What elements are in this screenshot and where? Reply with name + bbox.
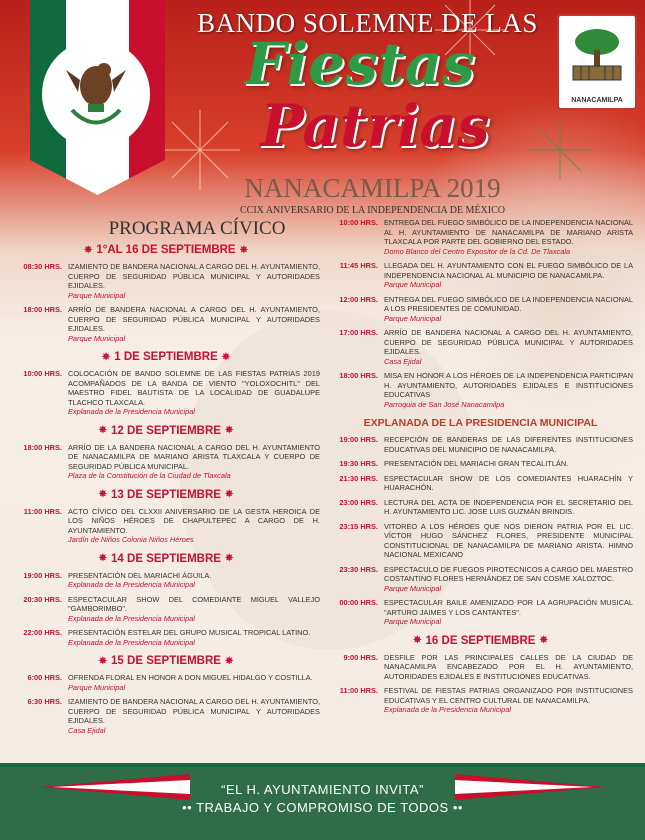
mexican-coat-of-arms-icon	[42, 40, 150, 148]
event-place: Casa Ejidal	[384, 356, 422, 366]
sun-ornament-icon: ✵	[224, 489, 234, 500]
event-text: PRESENTACIÓN ESTELAR DEL GRUPO MUSICAL TROPICAL LATINO.	[68, 628, 311, 637]
event-text: ARRÍO DE BANDERA NACIONAL A CARGO DEL H. AYUNTAMIENTO, CUERPO DE SEGURIDAD PÚBLICA MUNICIPAL Y AUTORIDADES EJIDALES.	[384, 328, 633, 356]
event-text: ESPECTACULAR BAILE AMENIZADO POR LA AGRUPACIÓN MUSICAL "ARTURO JAIMES Y LOS CANTANTES".	[384, 598, 633, 617]
event-place: Casa Ejidal	[68, 725, 106, 735]
date-header	[12, 551, 320, 567]
event-place: Plaza de la Constitución de la Ciudad de Tlaxcala	[68, 471, 231, 480]
event-time: 6:30 HRS.	[27, 697, 62, 706]
date-title: 12 DE SEPTIEMBRE	[111, 424, 221, 437]
sun-ornament-icon: ✵	[224, 655, 234, 667]
event-place: Parque Municipal	[384, 617, 442, 626]
event-place: Parque Municipal	[68, 290, 126, 300]
event-item	[328, 218, 633, 256]
sun-ornament-icon: ✵	[98, 655, 108, 667]
event-time: 10:00 HRS.	[339, 218, 378, 227]
event-item	[328, 328, 633, 366]
event-item	[12, 628, 320, 647]
event-text: VITOREO A LOS HÉROES QUE NOS DIERON PATRIA POR EL LIC. VÍCTOR HUGO SÁNCHEZ FLORES, PRESIDENTE MUNICIPAL CONSTITUCIONAL DE NANACAMILPA DE MARIANO ARISTA. HIMNO NACIONAL MEXICANO	[384, 521, 633, 559]
event-time: 11:00 HRS.	[339, 686, 378, 695]
event-time: 18:00 HRS.	[339, 371, 378, 380]
event-item	[12, 507, 320, 545]
event-item	[12, 571, 320, 590]
municipality-logo	[557, 14, 637, 110]
event-text: PRESENTACIÓN DEL MARIACHI GRAN TECALITLÁN.	[384, 459, 569, 468]
title-municipio: NANACAMILPA 2019	[244, 173, 501, 203]
date-header	[12, 242, 320, 258]
event-time: 6:00 HRS.	[27, 673, 62, 682]
date-title: 1 DE SEPTIEMBRE	[114, 351, 218, 363]
event-time: 9:00 HRS.	[343, 652, 378, 662]
event-time: 18:00 HRS.	[23, 305, 62, 314]
event-time: 19:00 HRS.	[339, 435, 378, 444]
event-text: IZAMIENTO DE BANDERA NACIONAL A CARGO DEL H. AYUNTAMIENTO, CUERPO DE SEGURIDAD PÚBLICA MUNICIPAL Y AUTORIDADES EJIDALES.	[68, 697, 320, 725]
event-item	[328, 261, 633, 290]
event-text: ESPECTACULO DE FUEGOS PIROTECNICOS A CARGO DEL MAESTRO COSTANTINO FLORES HERNÁNDEZ DE SAN COSME XALOZTOC.	[384, 564, 633, 583]
event-time: 00:00 HRS.	[339, 598, 378, 607]
event-item	[12, 443, 320, 481]
event-text: ACTO CÍVICO DEL CLXXII ANIVERSARIO DE LA GESTA HEROICA DE LOS NIÑOS HÉROES DE CHAPULTEPEC A CARGO DE H. AYUNTAMIENTO.	[68, 506, 320, 535]
event-item	[328, 686, 633, 715]
event-text: ENTREGA DEL FUEGO SIMBÓLICO DE LA INDEPENDENCIA NACIONAL AL H. AYUNTAMIENTO DE NANACAMILPA DE MARIANO ARISTA TLAXCALA POR PARTE DEL GOBIERNO DEL ESTADO.	[384, 218, 633, 246]
date-header	[12, 487, 320, 503]
date-title: 15 DE SEPTIEMBRE	[111, 655, 221, 667]
event-time: 11:00 HRS.	[23, 506, 62, 516]
event-text: ESPECTACULAR SHOW DEL COMEDIANTE MIGUEL VALLEJO "GAMBORIMBO".	[68, 594, 320, 613]
event-text: PRESENTACIÓN DEL MARIACHI ÁGUILA.	[68, 570, 212, 580]
event-item	[328, 498, 633, 517]
footer-invite: “EL H. AYUNTAMIENTO INVITA”	[221, 782, 424, 797]
event-text: IZAMIENTO DE BANDERA NACIONAL A CARGO DEL H. AYUNTAMIENTO, CUERPO DE SEGURIDAD PÚBLICA MUNICIPAL Y AUTORIDADES EJIDALES.	[68, 262, 320, 290]
event-time: 23:15 HRS.	[339, 521, 378, 531]
event-time: 22:00 HRS.	[23, 628, 62, 637]
event-time: 12:00 HRS.	[339, 294, 378, 304]
date-header	[12, 349, 320, 365]
sun-ornament-icon: ✵	[221, 351, 231, 363]
programa-title: PROGRAMA CÍVICO	[108, 218, 286, 239]
subtitle-aniversario: CCIX ANIVERSARIO DE LA INDEPENDENCIA DE MÉXICO	[240, 205, 505, 216]
event-text: LLEGADA DEL H. AYUNTAMIENTO CON EL FUEGO SIMBÓLICO DE LA INDEPENDENCIA NACIONAL AL MUNICIPIO DE NANACAMILPA.	[384, 261, 633, 280]
event-time: 20:30 HRS.	[23, 594, 62, 604]
schedule-right-column	[328, 218, 633, 720]
sun-ornament-icon: ✵	[83, 244, 93, 256]
event-text: DESFILE POR LAS PRINCIPALES CALLES DE LA CIUDAD DE NANACAMILPA ENCABEZADO POR EL H. AYUNTAMIENTO, AUTORIDADES EJIDALES E INSTITUCIONES EDUCATIVAS.	[384, 652, 633, 681]
event-item	[12, 369, 320, 417]
event-text: COLOCACIÓN DE BANDO SOLEMNE DE LAS FIESTAS PATRIAS 2019 ACOMPAÑADOS DE LA BANDA DE VIENTO "YOLOXOCHITL" DEL MAESTRO FIDEL BAUTISTA DE LA LOCALIDAD DE GUADALUPE TLACHCO TLAXCALA.	[68, 369, 320, 407]
tree-icon	[559, 16, 635, 92]
event-text: ESPECTACULAR SHOW DE LOS COMEDIANTES HUARACHÍN Y HUARACHÓN.	[384, 473, 633, 492]
event-time: 19:30 HRS.	[339, 459, 378, 468]
event-text: FESTIVAL DE FIESTAS PATRIAS ORGANIZADO POR INSTITUCIONES EDUCATIVAS Y EL CENTRO CULTURAL DE NANACAMILPA.	[384, 686, 633, 705]
event-text: ARRÍO DE BANDERA NACIONAL A CARGO DEL H. AYUNTAMIENTO, CUERPO DE SEGURIDAD PÚBLICA MUNICIPAL Y AUTORIDADES EJIDALES.	[68, 305, 320, 333]
event-place: Parque Municipal	[68, 333, 126, 343]
event-place: Parque Municipal	[384, 583, 442, 593]
event-item	[12, 595, 320, 624]
date-header	[12, 653, 320, 669]
event-text: ARRÍO DE LA BANDERA NACIONAL A CARGO DEL H. AYUNTAMIENTO DE NANACAMILPA DE MARIANO ARISTA TLAXCALA Y CUERPO DE SEGURIDAD PÚBLICA MUNICIPAL.	[68, 442, 320, 471]
event-item	[328, 522, 633, 560]
sun-ornament-icon: ✵	[98, 553, 108, 564]
event-place: Parque Municipal	[384, 313, 442, 323]
event-time: 19:00 HRS.	[23, 570, 62, 580]
sun-ornament-icon: ✵	[539, 635, 548, 646]
event-time: 10:00 HRS.	[23, 369, 62, 378]
event-item	[328, 474, 633, 493]
sun-ornament-icon: ✵	[98, 489, 108, 500]
event-item	[12, 305, 320, 343]
sun-ornament-icon: ✵	[413, 635, 422, 646]
event-place: Jardín de Niños Colonia Niños Héroes	[68, 535, 194, 544]
event-item	[328, 435, 633, 454]
sun-ornament-icon: ✵	[101, 351, 111, 363]
event-text: LECTURA DEL ACTA DE INDEPENDENCIA POR EL SECRETARIO DEL H. AYUNTAMIENTO LIC. JOSE LUIS GUZMÁN BRINDIS.	[384, 497, 633, 516]
section-title: EXPLANADA DE LA PRESIDENCIA MUNICIPAL	[363, 417, 598, 429]
event-time: 18:00 HRS.	[23, 442, 62, 452]
sun-ornament-icon: ✵	[224, 425, 234, 436]
event-item	[328, 295, 633, 324]
date-title: 16 DE SEPTIEMBRE	[425, 634, 536, 647]
event-item	[328, 653, 633, 682]
title-fiestas: Fiestas	[245, 30, 475, 98]
event-item	[328, 598, 633, 627]
date-header	[12, 423, 320, 439]
event-text: MISA EN HONOR A LOS HÉROES DE LA INDEPENDENCIA PARTICIPAN H. AYUNTAMIENTO, AUTORIDADES EJIDALES E INSTITUCIONES EDUCATIVAS	[384, 371, 633, 399]
event-place: Domo Blanco del Centro Expositor de la Cd. De Tlaxcala	[384, 246, 571, 256]
event-time: 11:45 HRS.	[339, 261, 378, 270]
event-text: ENTREGA DEL FUEGO SIMBÓLICO DE LA INDEPENDENCIA NACIONAL A LOS PRESIDENTES DE COMUNIDAD.	[384, 294, 633, 313]
date-title: 13 DE SEPTIEMBRE	[111, 488, 221, 501]
event-place: Parque Municipal	[68, 682, 126, 692]
event-place: Explanada de la Presidencia Municipal	[68, 637, 195, 647]
event-item	[12, 673, 320, 692]
title-patrias: Patrias	[260, 92, 490, 160]
date-title: 14 DE SEPTIEMBRE	[111, 552, 221, 565]
event-place: Parque Municipal	[384, 280, 442, 289]
event-item	[328, 371, 633, 409]
event-time: 17:00 HRS.	[339, 328, 378, 337]
event-place: Explanada de la Presidencia Municipal	[68, 580, 195, 589]
event-item	[328, 459, 633, 469]
event-place: Explanada de la Presidencia Municipal	[68, 407, 195, 416]
footer-slogan-text: TRABAJO Y COMPROMISO DE TODOS	[196, 800, 449, 815]
event-item	[12, 262, 320, 300]
sun-ornament-icon: ✵	[224, 553, 234, 564]
schedule-left-column	[12, 236, 320, 740]
event-place: Explanada de la Presidencia Municipal	[68, 613, 195, 623]
footer-slogan: •• TRABAJO Y COMPROMISO DE TODOS ••	[182, 800, 463, 815]
date-header	[328, 633, 633, 649]
event-place: Explanada de la Presidencia Municipal	[384, 705, 511, 714]
event-time: 23:30 HRS.	[339, 564, 378, 574]
municipality-logo-text: NANACAMILPA	[571, 97, 623, 104]
event-time: 23:00 HRS.	[339, 497, 378, 507]
title-bando: BANDO SOLEMNE DE LAS	[197, 8, 538, 38]
event-time: 08:30 HRS.	[23, 262, 62, 271]
sun-ornament-icon: ✵	[239, 244, 248, 256]
date-title: 1°AL 16 DE SEPTIEMBRE	[96, 244, 236, 256]
event-text: RECEPCIÓN DE BANDERAS DE LAS DIFERENTES INSTITUCIONES EDUCATIVAS DEL MUNICIPIO DE NANACAMILPA.	[384, 435, 633, 454]
event-text: OFRENDA FLORAL EN HONOR A DON MIGUEL HIDALGO Y COSTILLA.	[68, 673, 313, 682]
event-time: 21:30 HRS.	[339, 473, 378, 483]
event-place: Parroquia de San José Nanacamilpa	[384, 399, 505, 409]
event-item	[328, 565, 633, 594]
sun-ornament-icon: ✵	[98, 425, 108, 436]
event-item	[12, 697, 320, 735]
